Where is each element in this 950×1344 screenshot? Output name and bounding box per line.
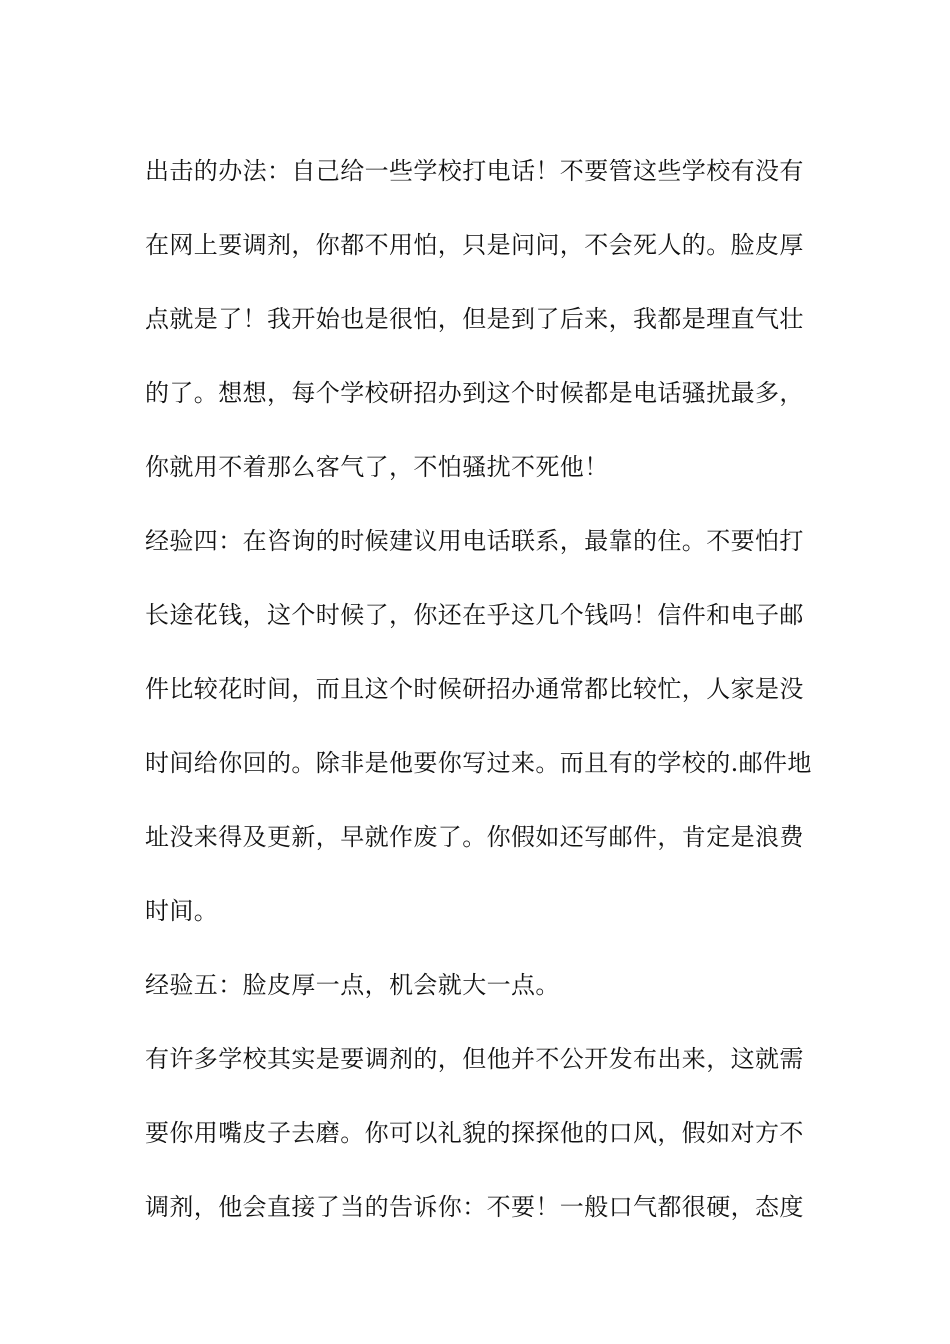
text-line: 件比较花时间，而且这个时候研招办通常都比较忙，人家是没	[145, 675, 804, 703]
text-line: 有许多学校其实是要调剂的，但他并不公开发布出来，这就需	[145, 1045, 804, 1073]
text-line: 出击的办法：自己给一些学校打电话！不要管这些学校有没有	[145, 157, 804, 185]
text-line: 调剂，他会直接了当的告诉你：不要！一般口气都很硬，态度	[145, 1193, 804, 1221]
text-line: 要你用嘴皮子去磨。你可以礼貌的探探他的口风，假如对方不	[145, 1119, 804, 1147]
text-line: 的了。想想，每个学校研招办到这个时候都是电话骚扰最多，	[145, 379, 804, 407]
text-line: 时间。	[145, 897, 219, 925]
text-line: 经验五：脸皮厚一点，机会就大一点。	[145, 971, 560, 999]
text-line: 址没来得及更新，早就作废了。你假如还写邮件，肯定是浪费	[145, 823, 804, 851]
text-line: 时间给你回的。除非是他要你写过来。而且有的学校的.邮件地	[145, 749, 812, 777]
text-line: 长途花钱，这个时候了，你还在乎这几个钱吗！信件和电子邮	[145, 601, 804, 629]
body-text	[145, 134, 815, 1244]
text-line: 你就用不着那么客气了，不怕骚扰不死他！	[145, 453, 609, 481]
text-line: 点就是了！我开始也是很怕，但是到了后来，我都是理直气壮	[145, 305, 804, 333]
text-line: 经验四：在咨询的时候建议用电话联系，最靠的住。不要怕打	[145, 527, 804, 555]
text-line: 在网上要调剂，你都不用怕，只是问问，不会死人的。脸皮厚	[145, 231, 804, 259]
